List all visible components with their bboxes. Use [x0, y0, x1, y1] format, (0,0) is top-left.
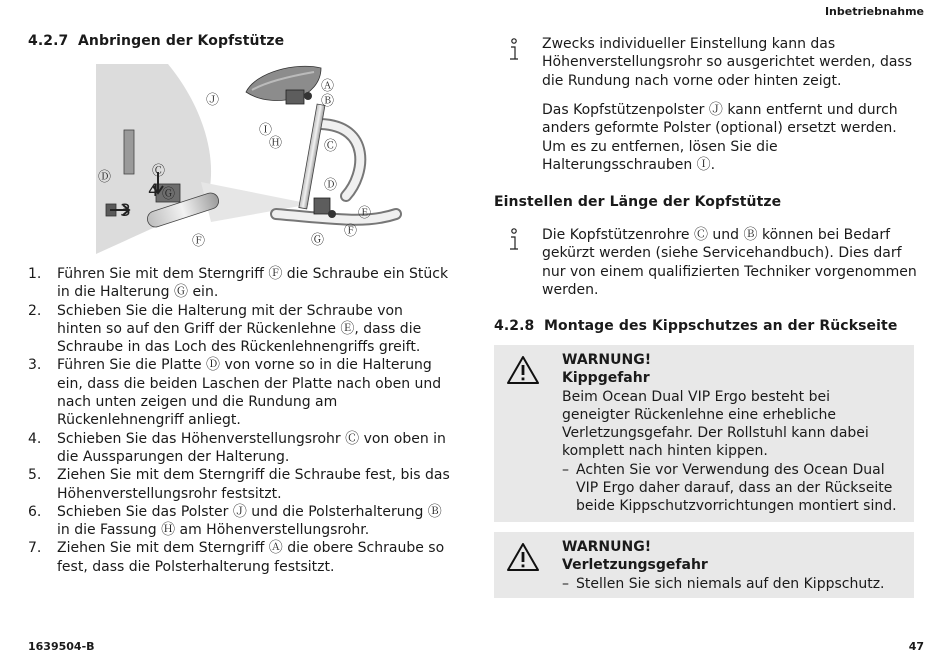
warning-triangle-icon	[506, 542, 540, 572]
label-b: Ⓑ	[321, 94, 335, 109]
list-item: 3. Führen Sie die Platte Ⓓ von vorne so in die Halterung ein, dass die beiden Laschen der Platte nach oben und nach unten zeigen und die Rundung am Rückenlehnengriff anliegt.	[28, 357, 442, 429]
section-heading-4-2-7	[28, 33, 284, 49]
running-header: Inbetriebnahme	[824, 5, 924, 18]
label-g-detail: Ⓖ	[162, 187, 176, 202]
list-item: 2. Schieben Sie die Halterung mit der Schraube von hinten so auf den Griff der Rückenlehne Ⓔ, dass die Schraube in das Loch des Rückenlehnengriffs greift.	[28, 302, 422, 356]
star-knob-f	[328, 210, 336, 218]
document-id: 1639504-B	[28, 640, 95, 653]
label-step-3: 3	[120, 201, 131, 221]
warning-title: Verletzungsgefahr	[562, 557, 708, 574]
note-tube-shortening: Die Kopfstützenrohre Ⓒ und Ⓑ können bei Bedarf gekürzt werden (siehe Servicehandbuch). Dies darf nur von einem qualifizierten Techniker vorgenommen werden.	[542, 227, 917, 298]
headrest-assembly-figure	[96, 64, 466, 254]
pad-bracket	[286, 90, 304, 104]
label-d-main: Ⓓ	[324, 178, 338, 193]
warning-action: – Achten Sie vor Verwendung des Ocean Dual VIP Ergo daher darauf, dass an der Rückseite beide Kippschutzvorrichtungen montiert sind.	[562, 461, 902, 516]
section-number: 4.2.7	[28, 33, 69, 49]
label-d-detail: Ⓓ	[98, 170, 112, 185]
warning-triangle-icon	[506, 355, 540, 385]
section-title: Montage des Kippschutzes an der Rückseite	[544, 318, 898, 334]
label-step-4: 4	[148, 181, 159, 201]
warning-label: WARNUNG!	[562, 352, 652, 368]
label-g-main: Ⓖ	[311, 233, 325, 248]
label-c-detail: Ⓒ	[152, 164, 166, 179]
warning-label: WARNUNG!	[562, 539, 652, 555]
list-item: 6. Schieben Sie das Polster Ⓙ und die Polsterhalterung Ⓑ in die Fassung Ⓗ am Höhenverstellungsrohr.	[28, 503, 442, 539]
height-adjustment-tube	[299, 104, 325, 209]
label-i: Ⓘ	[259, 123, 273, 138]
star-knob-a	[304, 92, 312, 100]
page-number: 47	[908, 640, 924, 653]
label-f-detail: Ⓕ	[192, 234, 206, 249]
info-icon	[507, 38, 521, 62]
warning-text: Beim Ocean Dual VIP Ergo besteht bei geneigter Rückenlehne eine erhebliche Verletzungsgefahr. Der Rollstuhl kann dabei komplett nach hinten kippen.	[562, 388, 869, 460]
holder-lower	[314, 198, 330, 214]
info-icon	[507, 228, 521, 252]
list-item: 5. Ziehen Sie mit dem Sterngriff die Schraube fest, bis das Höhenverstellungsrohr festsitzt.	[28, 467, 450, 502]
label-a: Ⓐ	[321, 79, 335, 94]
label-e: Ⓔ	[358, 206, 372, 221]
label-c-main: Ⓒ	[324, 139, 338, 154]
list-item: 7. Ziehen Sie mit dem Sterngriff Ⓐ die obere Schraube so fest, dass die Polsterhalterung festsitzt.	[28, 540, 445, 575]
list-item: 1. Führen Sie mit dem Sterngriff Ⓕ die Schraube ein Stück in die Halterung Ⓖ ein.	[28, 266, 449, 301]
label-h: Ⓗ	[269, 136, 283, 151]
note-pad-removal: Das Kopfstützenpolster Ⓙ kann entfernt und durch anders geformte Polster (optional) ersetzt werden. Um es zu entfernen, lösen Sie die Halterungsschrauben Ⓘ.	[542, 102, 898, 173]
warning-action: – Stellen Sie sich niemals auf den Kippschutz.	[562, 575, 902, 593]
plate-icon	[124, 130, 134, 174]
warning-title: Kippgefahr	[562, 370, 650, 387]
note-height-orientation: Zwecks individueller Einstellung kann das Höhenverstellungsrohr so ausgerichtet werden, dass die Rundung nach vorne oder hinten zeigt.	[542, 36, 913, 89]
list-item: 4. Schieben Sie das Höhenverstellungsrohr Ⓒ von oben in die Aussparungen der Halterung.	[28, 430, 446, 465]
subheading-length: Einstellen der Länge der Kopfstütze	[494, 194, 782, 210]
section-heading-4-2-8	[494, 318, 897, 334]
label-j: Ⓙ	[206, 93, 220, 108]
section-title: Anbringen der Kopfstütze	[78, 33, 285, 49]
assembly-steps-list	[28, 265, 450, 576]
label-f-main: Ⓕ	[344, 224, 358, 239]
section-number: 4.2.8	[494, 318, 535, 334]
warning-box-injury	[494, 532, 914, 598]
warning-box-tipping	[494, 345, 914, 522]
